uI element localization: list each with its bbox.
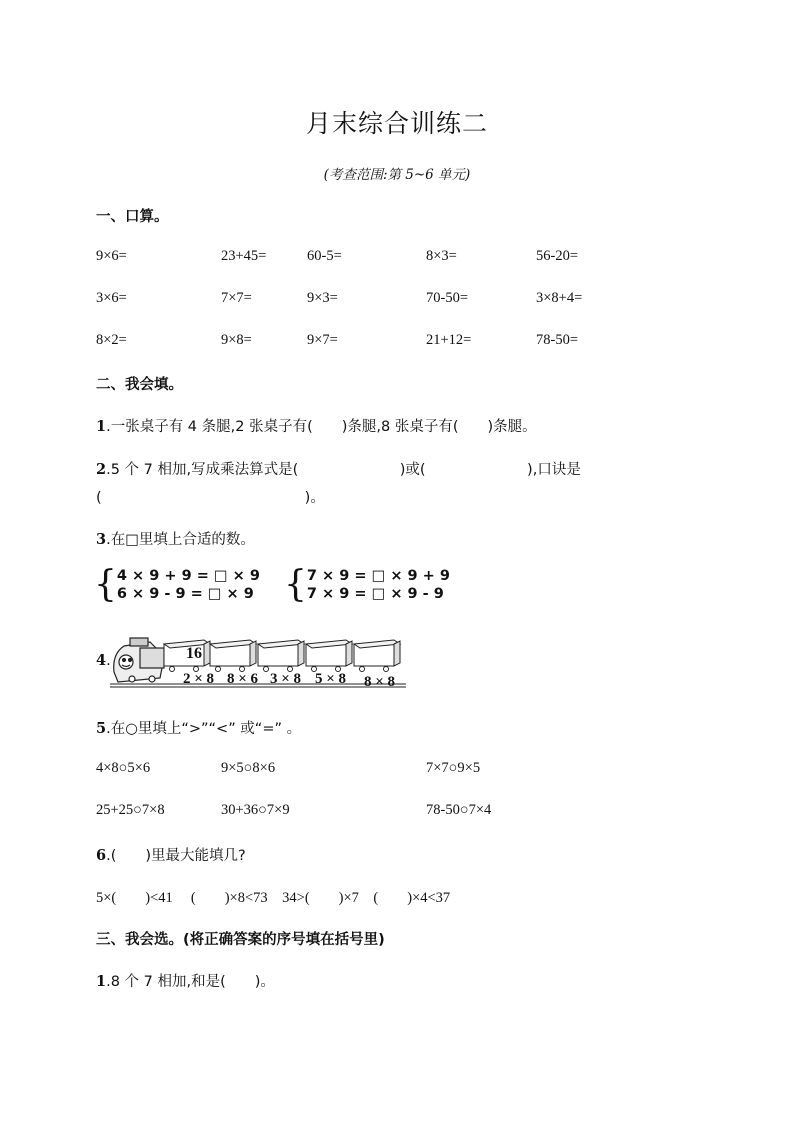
question-2-6-items: 5×( )<41 ( )×8<73 34>( )×7 ( )×4<37 [96, 890, 451, 906]
question-2-4: 4. [96, 652, 111, 669]
math-problem: 70-50= [426, 290, 469, 306]
math-problem: 8×3= [426, 248, 457, 264]
compare-problem: 4×8○5×6 [96, 760, 151, 776]
equation: 4 × 9 + 9 = □ × 9 [116, 568, 260, 584]
question-number: 5 [96, 720, 107, 737]
math-problem: 3×6= [96, 290, 127, 306]
equation: 6 × 9 - 9 = □ × 9 [116, 586, 254, 602]
train-car [306, 640, 352, 672]
train-car [258, 640, 304, 672]
question-number: 1 [96, 973, 107, 990]
question-2-1 [96, 415, 537, 436]
compare-problem: 25+25○7×8 [96, 802, 165, 818]
brace-icon: { [284, 564, 307, 605]
question-number: 4 [96, 652, 107, 669]
page-title: 月末综合训练二 [305, 109, 488, 138]
car-value-label: 16 [186, 645, 202, 662]
math-problem: 56-20= [536, 248, 579, 264]
question-text: .5 个 7 相加,写成乘法算式是( )或( ),口诀是 [106, 462, 581, 478]
question-text: .在○里填上“>”“<” 或“=” 。 [106, 721, 302, 737]
question-3-1 [96, 970, 275, 991]
question-number: 6 [96, 847, 107, 864]
section-heading-3: 三、我会选。(将正确答案的序号填在括号里) [96, 932, 385, 948]
math-problem: 9×7= [307, 332, 338, 348]
compare-problem: 7×7○9×5 [426, 760, 481, 776]
math-problem: 9×6= [96, 248, 127, 264]
question-text: .( )里最大能填几? [106, 848, 246, 864]
math-problem: 21+12= [426, 332, 472, 348]
car-label: 8 × 6 [227, 671, 259, 687]
math-problem: 78-50= [536, 332, 579, 348]
question-number: 1 [96, 418, 107, 435]
question-number: 2 [96, 461, 107, 478]
car-label: 3 × 8 [270, 671, 302, 687]
compare-problem: 30+36○7×9 [221, 802, 290, 818]
question-2-2-line2: ( )。 [96, 490, 325, 506]
section-heading-2: 二、我会填。 [96, 377, 183, 393]
question-2-5 [96, 717, 301, 738]
car-label: 2 × 8 [183, 671, 215, 687]
question-2-6 [96, 844, 246, 865]
math-problem: 3×8+4= [536, 290, 583, 306]
question-2-2 [96, 458, 581, 479]
equation-group-left [94, 564, 260, 605]
car-label: 8 × 8 [364, 674, 396, 690]
equation: 7 × 9 = □ × 9 - 9 [306, 586, 444, 602]
locomotive-icon [114, 638, 164, 682]
question-text: .在□里填上合适的数。 [106, 532, 255, 548]
equation: 7 × 9 = □ × 9 + 9 [306, 568, 450, 584]
question-2-3 [96, 528, 255, 549]
math-problem: 7×7= [221, 290, 252, 306]
compare-problem: 9×5○8×6 [221, 760, 276, 776]
section-heading-1: 一、口算。 [96, 209, 169, 225]
page-subtitle: (考查范围:第 5~6 单元) [323, 167, 471, 183]
train-car [354, 640, 400, 672]
question-text: .一张桌子有 4 条腿,2 张桌子有( )条腿,8 张桌子有( )条腿。 [106, 419, 537, 435]
compare-problem: 78-50○7×4 [426, 802, 492, 818]
math-problem: 9×3= [307, 290, 338, 306]
car-label: 5 × 8 [315, 671, 347, 687]
question-text: .8 个 7 相加,和是( )。 [106, 974, 275, 990]
math-problem: 23+45= [221, 248, 267, 264]
equation-group-right [284, 564, 450, 605]
train-car [210, 640, 256, 672]
math-problem: 8×2= [96, 332, 127, 348]
brace-icon: { [94, 564, 117, 605]
math-problem: 60-5= [307, 248, 342, 264]
question-number: 3 [96, 531, 107, 548]
math-problem: 9×8= [221, 332, 252, 348]
